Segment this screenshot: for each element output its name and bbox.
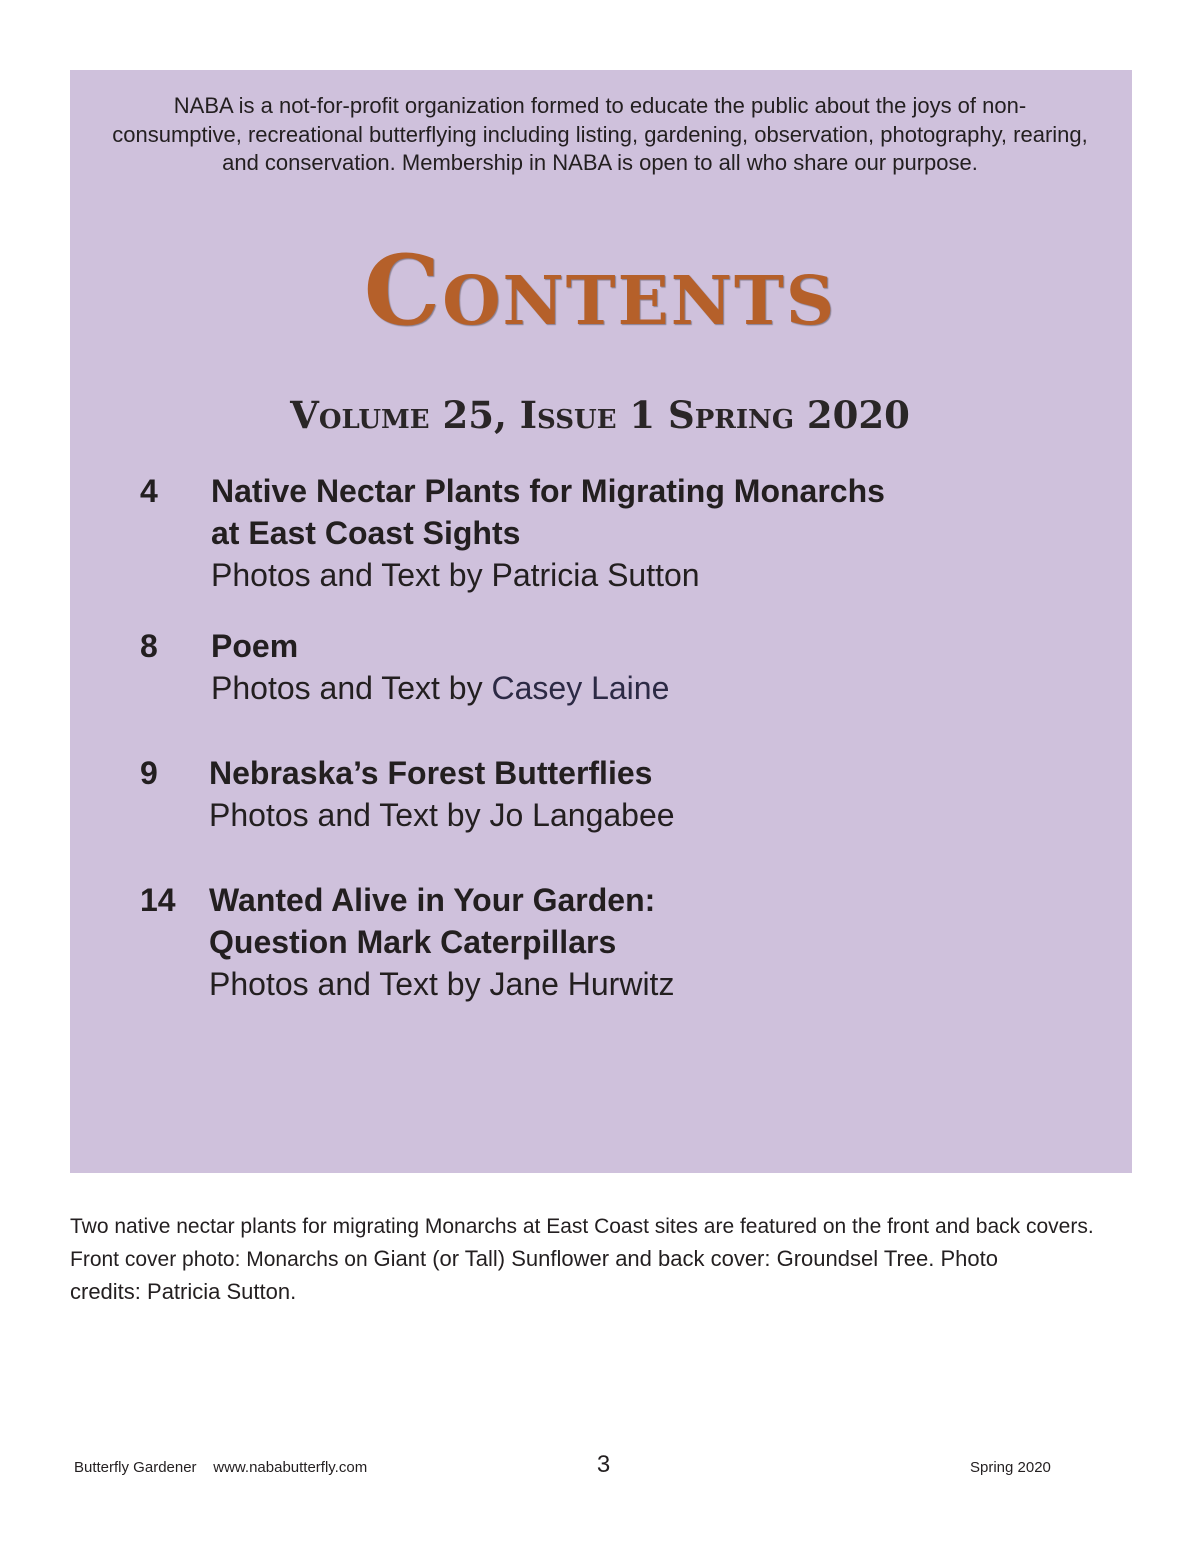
toc-title-line: Nebraska’s Forest Butterflies (209, 755, 653, 791)
cover-caption (70, 1211, 1140, 1308)
author-name: Jo Langabee (489, 797, 675, 833)
author-name: Casey Laine (491, 670, 670, 706)
caption-line: credits: Patricia Sutton. (70, 1279, 297, 1304)
toc-credit (209, 794, 1029, 837)
author-name: Jane Hurwitz (489, 966, 675, 1002)
caption-part: Giant (or Tall) Sunflower and back cover: Groundsel Tree. Photo (373, 1246, 998, 1271)
toc-page-number: 14 (140, 882, 176, 918)
toc-credit (209, 963, 1029, 1006)
credit-prefix: Photos and Text by (209, 966, 490, 1002)
toc-title-line: Wanted Alive in Your Garden: (209, 882, 656, 918)
issue-line: Volume 25, Issue 1 Spring 2020 (290, 393, 910, 437)
credit-prefix: Photos and Text by (211, 670, 492, 706)
credit-prefix: Photos and Text by (211, 557, 492, 593)
website-link[interactable]: www.nababutterfly.com (213, 1459, 368, 1476)
credit-prefix: Photos and Text by (209, 797, 490, 833)
toc-page-number: 8 (140, 628, 158, 664)
toc-page-number: 9 (140, 755, 158, 791)
publication-name: Butterfly Gardener (74, 1459, 197, 1476)
footer-page-number: 3 (596, 1451, 611, 1478)
naba-intro-text: NABA is a not-for-profit organization formed to educate the public about the joys of non-consumptive, recreational butterflying including listing, gardening, observation, photography, rearing, and conservation. Membership in NABA is open to all who share our purpose. (112, 93, 1088, 175)
footer-issue: Spring 2020 (970, 1459, 1051, 1476)
toc-title-line: Native Nectar Plants for Migrating Monarchs (211, 473, 885, 509)
contents-heading: Contents (363, 234, 837, 347)
toc-title-line: Question Mark Caterpillars (209, 924, 617, 960)
caption-part: Front cover photo: Monarchs on (70, 1248, 374, 1271)
toc-page-number: 4 (140, 473, 158, 509)
caption-line (70, 1243, 1140, 1276)
toc-credit (211, 554, 1031, 597)
toc-credit (211, 667, 1031, 710)
author-name: Patricia Sutton (491, 557, 700, 593)
caption-line: Two native nectar plants for migrating Monarchs at East Coast sites are featured on the front and back covers. (70, 1215, 1094, 1238)
toc-title-line: at East Coast Sights (211, 515, 521, 551)
toc-title-line: Poem (211, 628, 299, 664)
